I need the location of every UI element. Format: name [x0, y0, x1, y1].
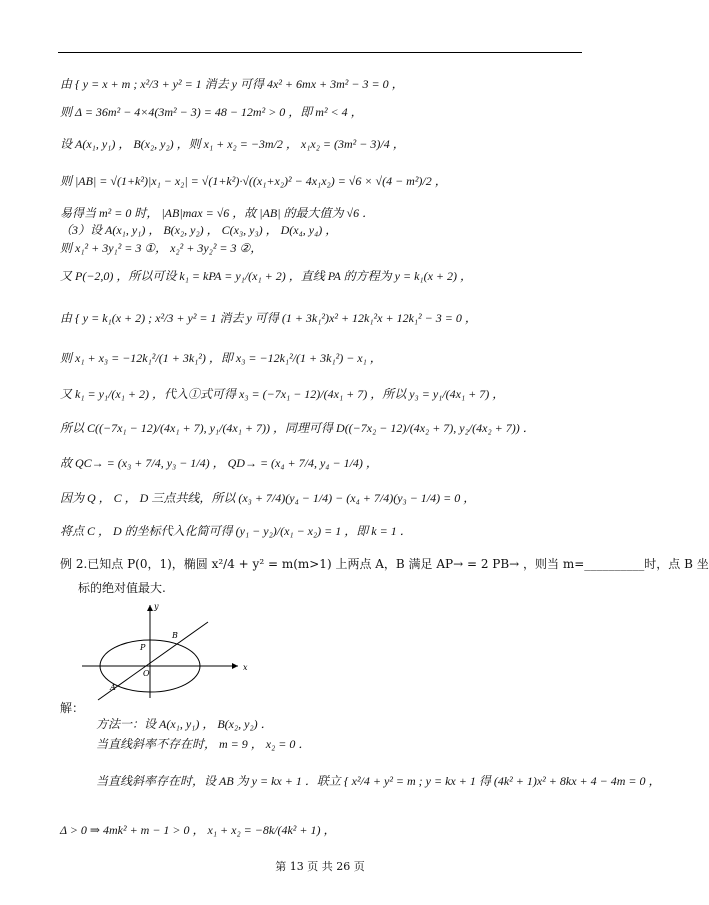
header-rule: [58, 52, 582, 53]
text-line: 由 { y = x + m ; x²/3 + y² = 1 消去 y 可得 4x² + 6mx + 3m² − 3 = 0 ，: [60, 77, 404, 91]
text-line: 由 { y = k₁(x + 2) ; x²/3 + y² = 1 消去 y 可得 (1 + 3k₁²)x² + 12k₁²x + 12k₁² − 3 = 0 ，: [60, 311, 477, 325]
text-line: 则 x₁² + 3y₁² = 3 ①， x₂² + 3y₂² = 3 ②，: [60, 241, 263, 255]
text-line: 方法一：设 A(x₁, y₁) ， B(x₂, y₂) ．: [96, 717, 273, 731]
ellipse-figure: [80, 600, 255, 700]
question-line: 标的绝对值最大.: [78, 581, 166, 595]
point-p-label: P: [140, 643, 146, 652]
text-line: 因为 Q ， C ， D 三点共线，所以 (x₃ + 7/4)(y₄ − 1/4) − (x₄ + 7/4)(y₃ − 1/4) = 0 ，: [60, 491, 476, 505]
text-line: 将点 C ， D 的坐标代入化简可得 (y₁ − y₂)/(x₁ − x₂) = 1 ，即 k = 1 ．: [60, 524, 412, 538]
text-line: Δ > 0 ⇒ 4mk² + m − 1 > 0 ， x₁ + x₂ = −8k/(4k² + 1) ，: [60, 823, 336, 837]
text-line: 则 x₁ + x₃ = −12k₁²/(1 + 3k₁²) ，即 x₃ = −12k₁²/(1 + 3k₁²) − x₁ ，: [60, 351, 382, 365]
text-line: 则 |AB| = √(1+k²)|x₁ − x₂| = √(1+k²)·√((x₁+x₂)² − 4x₁x₂) = √6 × √(4 − m²)/2 ，: [60, 174, 447, 188]
text-line: 当直线斜率不存在时， m = 9 ， x₂ = 0 ．: [96, 737, 311, 751]
point-b-label: B: [172, 631, 178, 640]
text-line: 当直线斜率存在时，设 AB 为 y = kx + 1 ．联立 { x²/4 + y² = m ; y = kx + 1 得 (4k² + 1)x² + 8kx + 4 − 4m = 0 ，: [96, 774, 661, 788]
text-line: 易得当 m² = 0 时， |AB|max = √6 ，故 |AB| 的最大值为 √6 ．: [60, 206, 375, 220]
question-line: 例 2.已知点 P(0，1)，椭圆 x²/4 + y² = m(m>1) 上两点 A，B 满足 AP→ = 2 PB→ ，则当 m=__________时，点 B 坐: [60, 557, 709, 571]
text-line: 所以 C((−7x₁ − 12)/(4x₁ + 7), y₁/(4x₁ + 7)) ，同理可得 D((−7x₂ − 12)/(4x₂ + 7), y₂/(4x₂ + 7)) ．: [60, 421, 535, 435]
origin-label: O: [143, 669, 150, 678]
text-line: 设 A(x₁, y₁) ， B(x₂, y₂) ，则 x₁ + x₂ = −3m/2 ， x₁x₂ = (3m² − 3)/4 ，: [60, 137, 405, 151]
x-axis-label: x: [243, 663, 248, 672]
text-line: 故 QC→ = (x₃ + 7/4, y₃ − 1/4) ， QD→ = (x₄ + 7/4, y₄ − 1/4) ，: [60, 456, 378, 470]
text-line: （3）设 A(x₁, y₁) ， B(x₂, y₂) ， C(x₃, y₃) ， D(x₄, y₄) ，: [60, 223, 338, 237]
solution-label: 解：: [60, 701, 85, 715]
page-footer: 第 13 页 共 26 页: [275, 860, 365, 873]
text-line: 则 Δ = 36m² − 4×4(3m² − 3) = 48 − 12m² > 0 ，即 m² < 4 ，: [60, 105, 363, 119]
text-line: 又 P(−2,0) ，所以可设 k₁ = kPA = y₁/(x₁ + 2) ，直线 PA 的方程为 y = k₁(x + 2) ，: [60, 269, 472, 283]
y-axis-label: y: [154, 602, 159, 611]
point-a-label: A: [110, 683, 116, 692]
text-line: 又 k₁ = y₁/(x₁ + 2) ，代入①式可得 x₃ = (−7x₁ − 12)/(4x₁ + 7) ，所以 y₃ = y₁/(4x₁ + 7) ，: [60, 387, 505, 401]
